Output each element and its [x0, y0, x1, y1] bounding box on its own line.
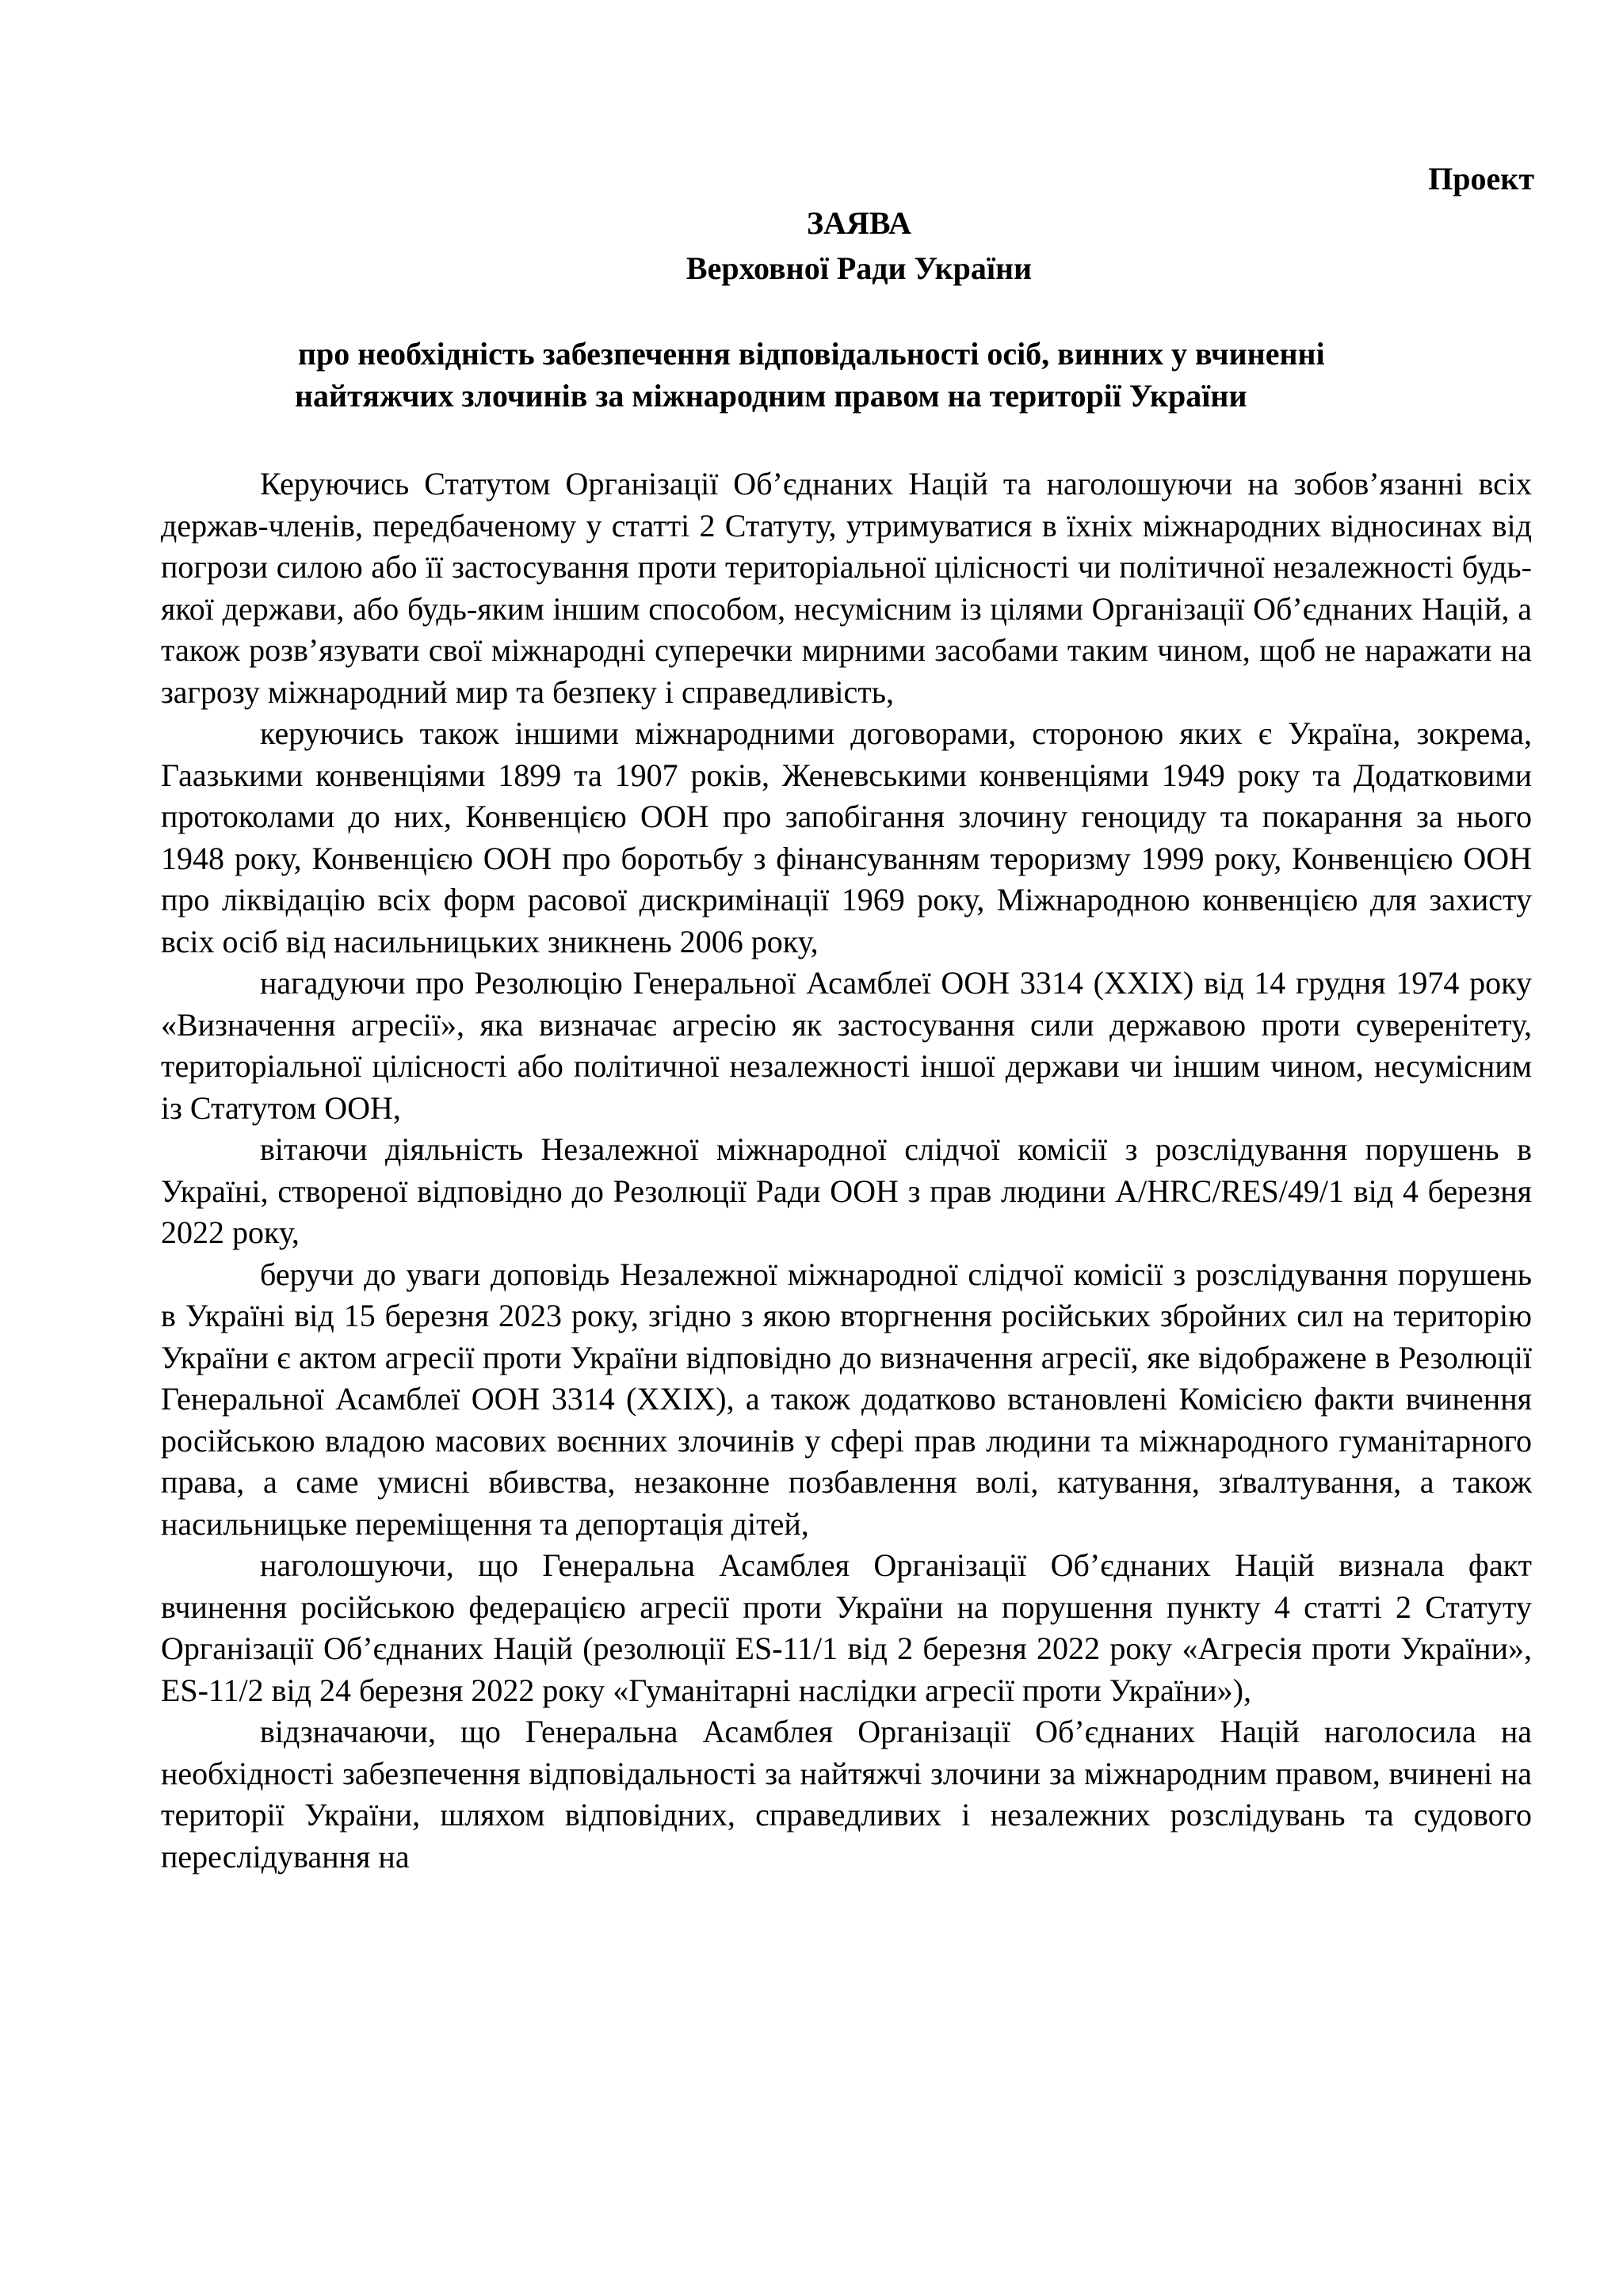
subject-line-2: найтяжчих злочинів за міжнародним правом на території України	[295, 378, 1247, 414]
paragraph: керуючись також іншими міжнародними договорами, стороною яких є Україна, зокрема, Гаазькими конвенціями 1899 та 1907 років, Женевськими конвенціями 1949 року та Додатковими протоколами до них, Конвенцією ООН про запобігання злочину геноциду та покарання за нього 1948 року, Конвенцією ООН про боротьбу з фінансуванням тероризму 1999 року, Конвенцією ООН про ліквідацію всіх форм расової дискримінації 1969 року, Міжнародною конвенцією для захисту всіх осіб від насильницьких зникнень 2006 року,	[161, 715, 1532, 959]
paragraph: вітаючи діяльність Незалежної міжнародної слідчої комісії з розслідування порушень в Україні, створеної відповідно до Резолюції Ради ООН з прав людини A/HRC/RES/49/1 від 4 березня 2022 року,	[161, 1131, 1532, 1250]
paragraph: нагадуючи про Резолюцію Генеральної Асамблеї ООН 3314 (XXIX) від 14 грудня 1974 року «Визначення агресії», яка визначає агресію як застосування сили державою проти суверенітету, територіальної цілісності або політичної незалежності іншої держави чи іншим чином, несумісним із Статутом ООН,	[161, 965, 1532, 1126]
document-subject	[295, 333, 1542, 417]
subject-line-1: про необхідність забезпечення відповідальності осіб, винних у вчиненні	[298, 336, 1325, 372]
paragraph: беручи до уваги доповідь Незалежної міжнародної слідчої комісії з розслідування порушень в Україні від 15 березня 2023 року, згідно з якою вторгнення російських збройних сил на територію України є актом агресії проти України відповідно до визначення агресії, яке відображене в Резолюції Генеральної Асамблеї ООН 3314 (XXIX), а також додатково встановлені Комісією факти вчинення російською владою масових воєнних злочинів у сфері прав людини та міжнародного гуманітарного права, а саме умисні вбивства, незаконне позбавлення волі, катування, зґвалтування, а також насильницьке переміщення та депортація дітей,	[161, 1256, 1532, 1542]
draft-label: Проект	[1428, 161, 1534, 196]
paragraph: наголошуючи, що Генеральна Асамблея Організації Об’єднаних Націй визнала факт вчинення російською федерацією агресії проти України на порушення пункту 4 статті 2 Статуту Організації Об’єднаних Націй (резолюції ES-11/1 від 2 березня 2022 року «Агресія проти України», ES-11/2 від 24 березня 2022 року «Гуманітарні наслідки агресії проти України»),	[161, 1547, 1532, 1708]
document-title: ЗАЯВА	[807, 205, 911, 241]
document-issuer: Верховної Ради України	[685, 250, 1033, 286]
paragraph: Керуючись Статутом Організації Об’єднаних Націй та наголошуючи на зобов’язанні всіх держав-членів, передбаченому у статті 2 Статуту, утримуватися в їхніх міжнародних відносинах від погрози силою або її застосування проти територіальної цілісності чи політичної незалежності будь-якої держави, або будь-яким іншим способом, несумісним із цілями Організації Об’єднаних Націй, а також розв’язувати свої міжнародні суперечки мирними засобами таким чином, щоб не наражати на загрозу міжнародний мир та безпеку і справедливість,	[161, 466, 1532, 710]
document-body	[161, 463, 1532, 1878]
paragraph: відзначаючи, що Генеральна Асамблея Організації Об’єднаних Націй наголосила на необхідності забезпечення відповідальності за найтяжчі злочини за міжнародним правом, вчинені на території України, шляхом відповідних, справедливих і незалежних розслідувань та судового переслідування на	[161, 1714, 1532, 1875]
title-block	[0, 200, 1623, 291]
